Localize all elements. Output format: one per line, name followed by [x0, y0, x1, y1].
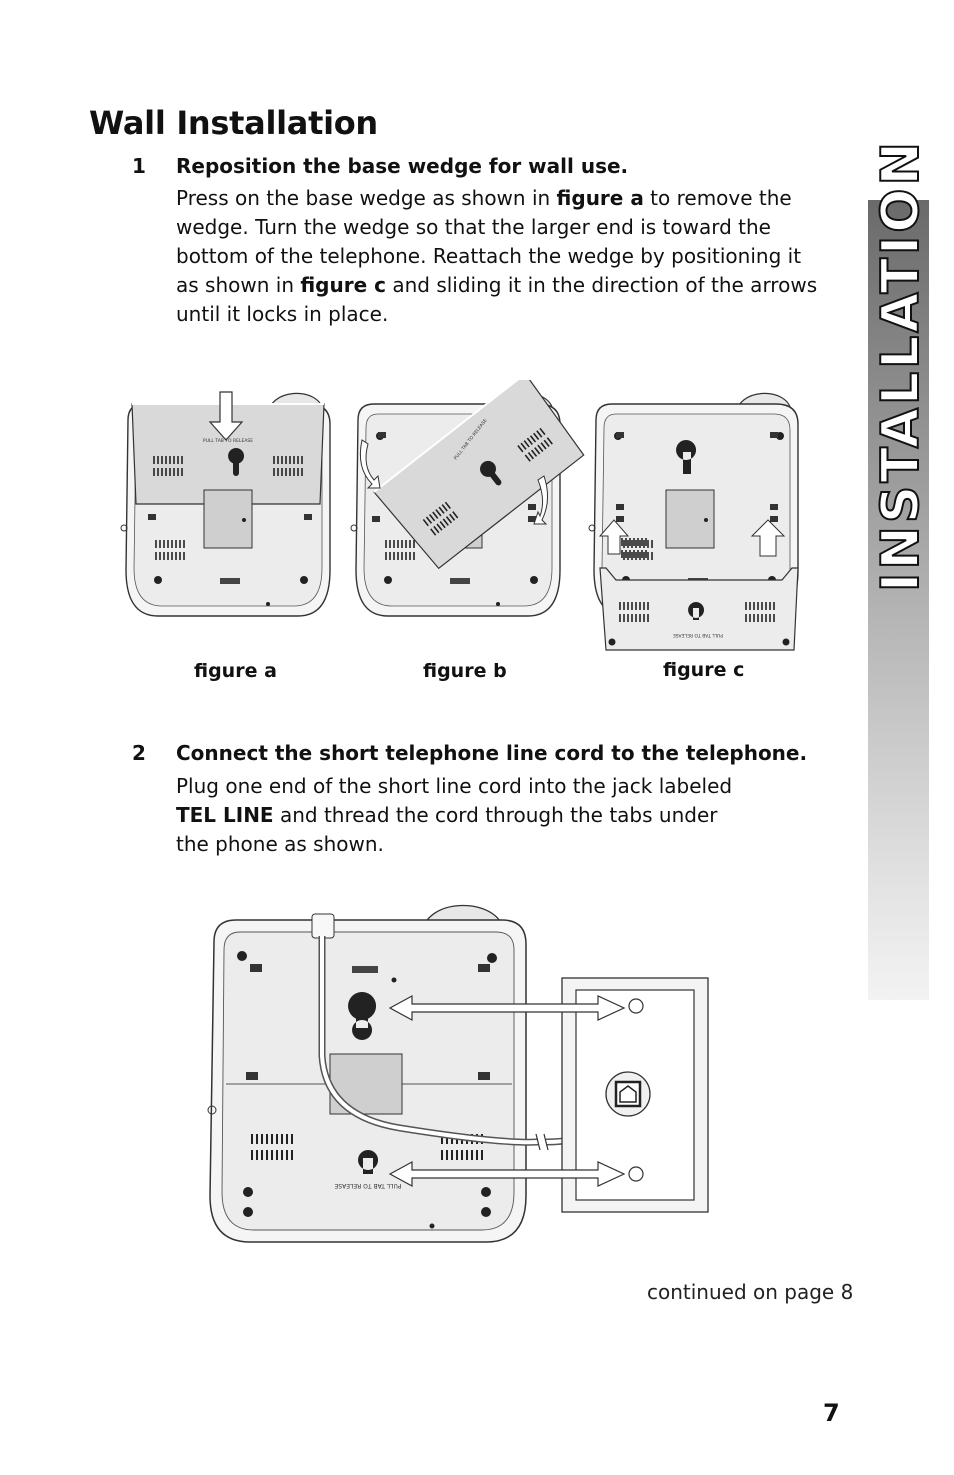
step-1-line: Press on the base wedge as shown in figure a to remove the: [176, 186, 792, 210]
figure-a-drawing: [121, 392, 330, 616]
figure-b-tab-text: PULL TAB TO RELEASE: [453, 418, 489, 462]
line-cord-figure: [200, 896, 720, 1248]
step-2-line: TEL LINE and thread the cord through the tabs under: [176, 803, 718, 827]
figure-b-drawing: [351, 380, 587, 616]
step-2-body: [176, 772, 732, 859]
section-tab-label: INSTALLATION: [871, 138, 931, 592]
figure-c-label: figure c: [663, 659, 745, 681]
base-wedge-figures: [118, 380, 808, 660]
page-number: 7: [823, 1399, 840, 1427]
step-1-line: until it locks in place.: [176, 302, 389, 326]
step-2-line: Plug one end of the short line cord into the jack labeled: [176, 774, 733, 798]
figure-a-tab-text: PULL TAB TO RELEASE: [202, 439, 254, 444]
step-2-number: 2: [132, 741, 146, 765]
cord-figure-tab-text: PULL TAB TO RELEASE: [334, 1182, 402, 1189]
figure-a-label: figure a: [194, 660, 277, 682]
figure-b-label: figure b: [423, 660, 507, 682]
step-1-number: 1: [132, 154, 146, 178]
figure-c-tab-text: PULL TAB TO RELEASE: [672, 632, 724, 637]
step-2-line: the phone as shown.: [176, 832, 384, 856]
page-title: Wall Installation: [89, 104, 378, 142]
step-1-line: wedge. Turn the wedge so that the larger end is toward the: [176, 215, 771, 239]
figure-c-drawing: [589, 393, 798, 650]
step-2-heading: Connect the short telephone line cord to the telephone.: [176, 741, 808, 765]
step-1-body: [176, 184, 817, 329]
step-1-line: as shown in figure c and sliding it in the direction of the arrows: [176, 273, 818, 297]
step-1-heading: Reposition the base wedge for wall use.: [176, 154, 629, 178]
continued-note: continued on page 8: [647, 1280, 854, 1304]
step-1-line: bottom of the telephone. Reattach the wedge by positioning it: [176, 244, 802, 268]
